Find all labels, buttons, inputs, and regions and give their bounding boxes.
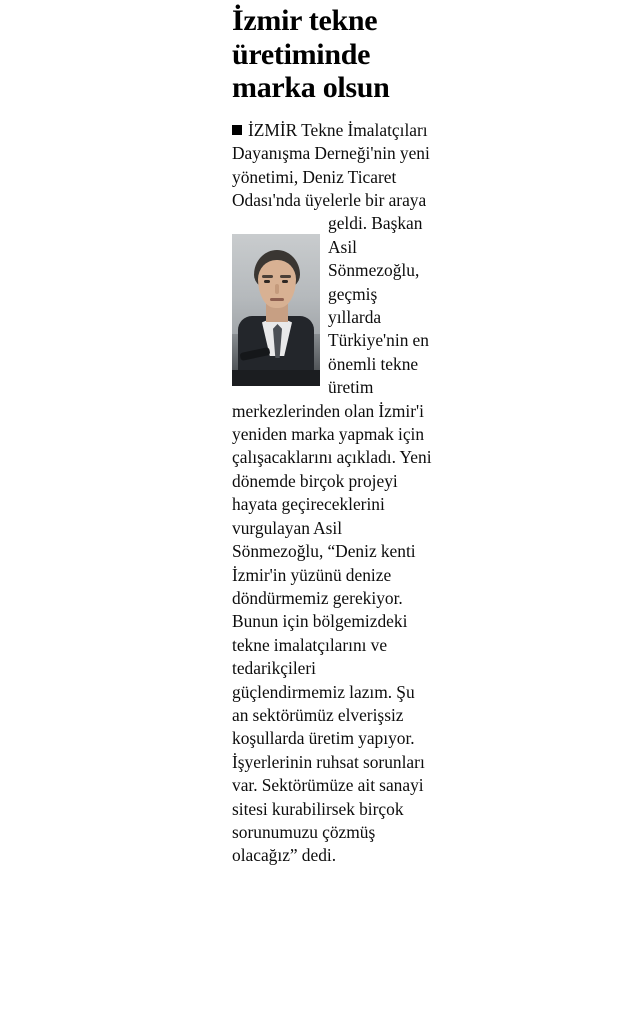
photo-eye-left — [264, 280, 270, 283]
article-photo-container — [232, 234, 320, 386]
headline-line-1: İzmir tekne — [232, 4, 378, 37]
photo-mouth — [270, 298, 284, 301]
photo-eyebrow-right — [280, 275, 291, 278]
photo-nose — [275, 284, 279, 294]
article-body — [232, 105, 432, 868]
photo-table — [232, 370, 320, 386]
article-body-text: İZMİR Tekne İmalatçıları Dayanışma Derneği'nin yeni yönetimi, Deniz Ticaret Odası'nda üyelerle bir araya geldi. Başkan Asil Sönmezoğlu, geçmiş yıllarda Türkiye'nin en önemli tekne üretim merkezlerinden olan İzmir'i yeniden marka yapmak için çalışacaklarını açıkladı. Yeni dönemde birçok projeyi hayata geçireceklerini vurgulayan Asil Sönmezoğlu, “Deniz kenti İzmir'in yüzünü denize döndürmemiz gerekiyor. Bunun için bölgemizdeki tekne imalatçılarını ve tedarikçileri güçlendirmemiz lazım. Şu an sektörümüz elverişsiz koşullarda üretim yapıyor. İşyerlerinin ruhsat sorunları var. Sektörümüze ait sanayi sitesi kurabilirsek birçok sorunumuzu çözmüş olacağız” dedi. — [232, 119, 432, 866]
headline-line-2: üretiminde — [232, 37, 371, 71]
page-title — [232, 0, 432, 105]
lead-square-icon — [232, 125, 242, 135]
photo-eyebrow-left — [262, 275, 273, 278]
article — [232, 0, 432, 868]
headline-line-3: marka olsun — [232, 71, 390, 105]
article-photo — [232, 234, 320, 386]
photo-eye-right — [282, 280, 288, 283]
